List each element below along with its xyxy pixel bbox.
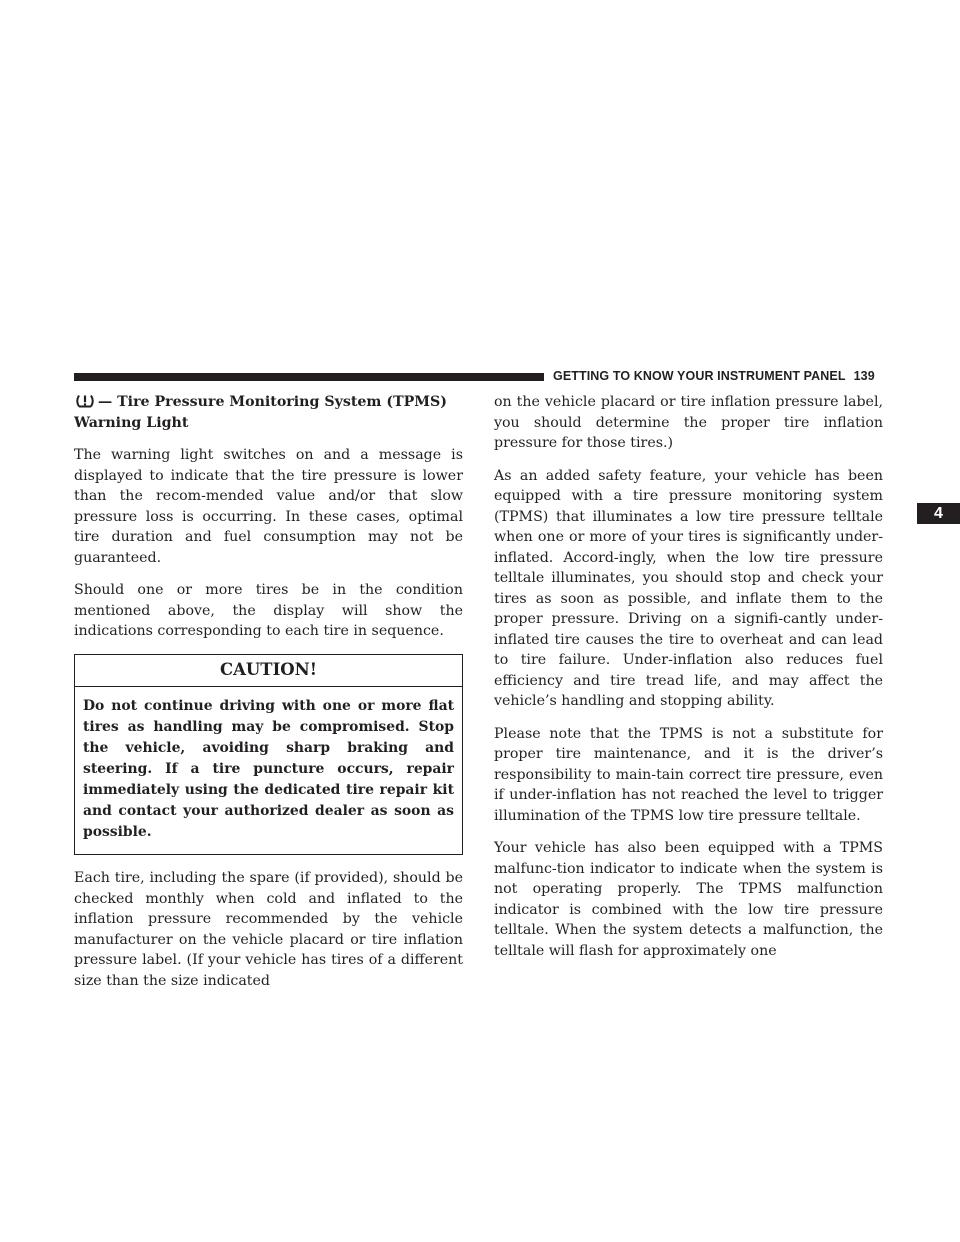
caution-heading: CAUTION! — [75, 655, 462, 688]
body-paragraph: Please note that the TPMS is not a substitute for proper tire maintenance, and it is the driver’s responsibility to main-tain correct tire pressure, even if under-inflation has not reached the level to trigger illumination of the TPMS low tire pressure telltale. — [494, 725, 883, 824]
tpms-warning-icon — [74, 393, 96, 409]
left-column — [74, 392, 463, 1003]
right-column — [494, 392, 883, 973]
section-title-text: — Tire Pressure Monitoring System (TPMS) Warning Light — [74, 394, 447, 431]
caution-text: Do not continue driving with one or more flat tires as handling may be compromised. Stop the vehicle, avoiding sharp braking and steering. If a tire puncture occurs, repair immediately using the dedicated tire repair kit and contact your authorized dealer as soon as possible. — [83, 698, 454, 840]
chapter-tab: 4 — [917, 503, 960, 524]
page-number: 139 — [853, 369, 875, 383]
body-paragraph: Should one or more tires be in the condition mentioned above, the display will show the indications corresponding to each tire in sequence. — [74, 582, 463, 639]
chapter-title: GETTING TO KNOW YOUR INSTRUMENT PANEL — [553, 369, 846, 383]
caution-box — [74, 654, 463, 856]
running-header — [553, 369, 875, 383]
header-rule — [74, 373, 544, 381]
body-paragraph: on the vehicle placard or tire inflation pressure label, you should determine the proper tire inflation pressure for those tires.) — [494, 394, 883, 451]
body-paragraph: Your vehicle has also been equipped with a TPMS malfunc-tion indicator to indicate when the system is not operating properly. The TPMS malfunction indicator is combined with the low tire pressure telltale. When the system detects a malfunction, the telltale will flash for approximately one — [494, 840, 883, 959]
body-paragraph: The warning light switches on and a message is displayed to indicate that the tire pressure is lower than the recom-mended value and/or that slow pressure loss is occurring. In these cases, optimal tire duration and fuel consumption may not be guaranteed. — [74, 447, 463, 566]
body-paragraph: Each tire, including the spare (if provided), should be checked monthly when cold and inflated to the inflation pressure recommended by the vehicle manufacturer on the vehicle placard or tire inflation pressure label. (If your vehicle has tires of a different size than the size indicated — [74, 870, 463, 989]
body-paragraph: As an added safety feature, your vehicle has been equipped with a tire pressure monitoring system (TPMS) that illuminates a low tire pressure telltale when one or more of your tires is significantly under-inflated. Accord-ingly, when the low tire pressure telltale illuminates, you should stop and check your tires as soon as possible, and inflate them to the proper pressure. Driving on a signifi-cantly under-inflated tire causes the tire to overheat and can lead to tire failure. Under-inflation also reduces fuel efficiency and tire tread life, and may affect the vehicle’s handling and stopping ability. — [494, 467, 883, 709]
section-title — [74, 392, 463, 433]
